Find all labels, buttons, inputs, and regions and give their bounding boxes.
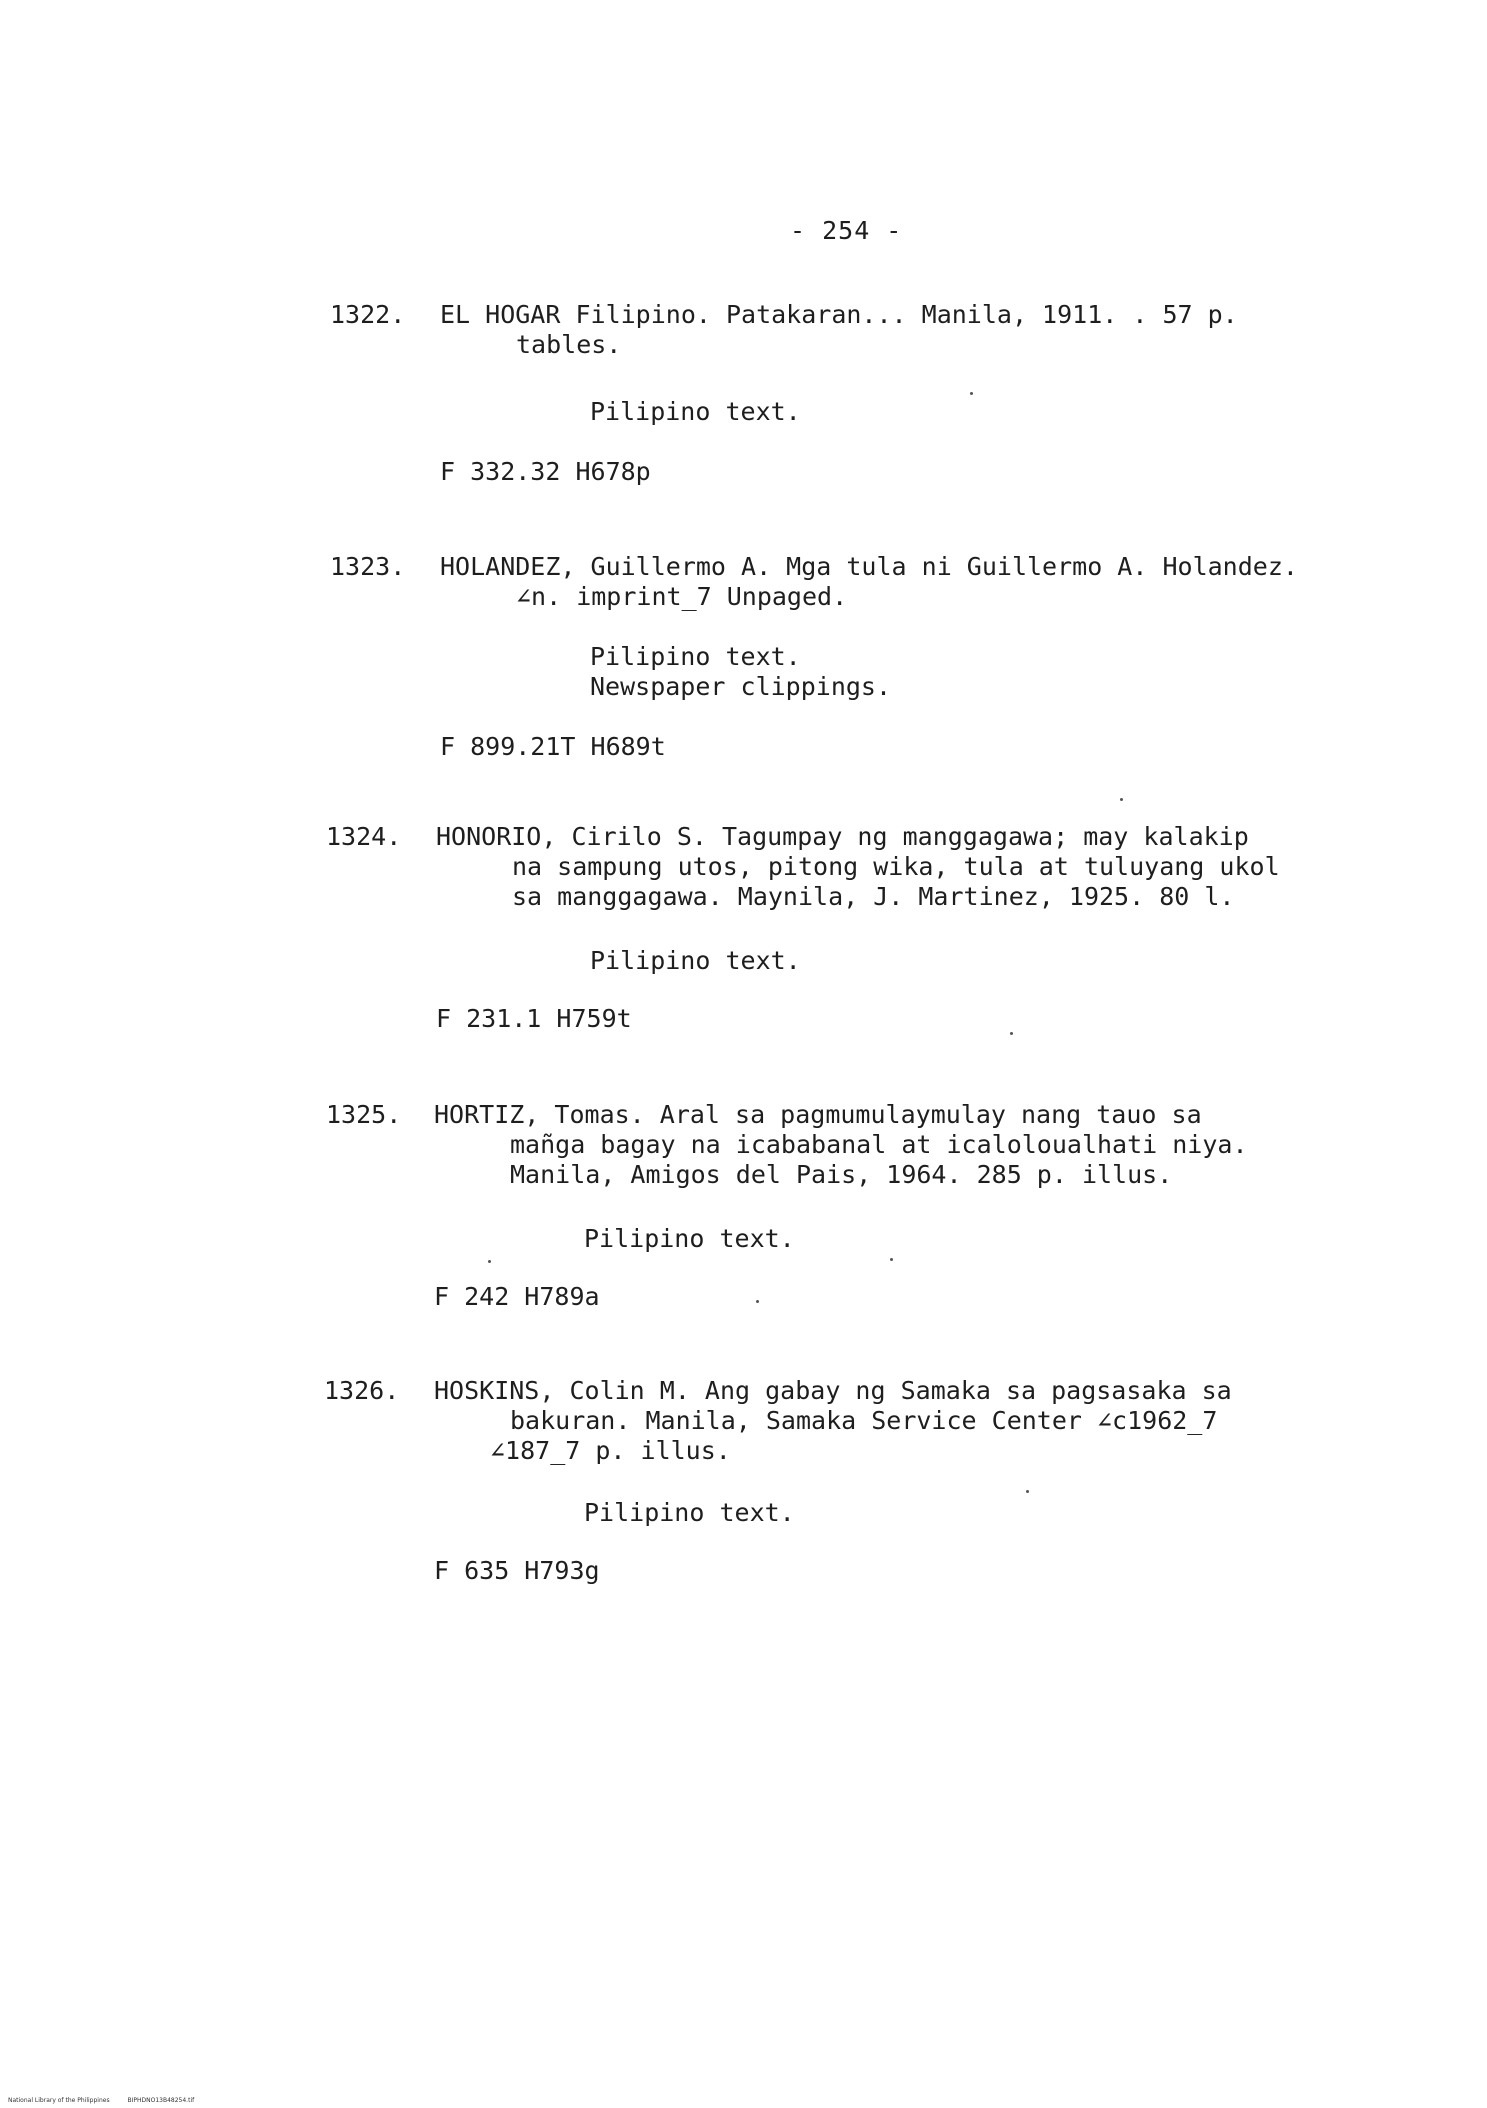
citation-line: sa manggagawa. Maynila, J. Martinez, 1925. 80 l.: [512, 882, 1235, 911]
citation-line: ∠187_7 p. illus.: [490, 1436, 731, 1465]
entry-citation: [434, 1376, 1334, 1466]
scan-speck: [1010, 1032, 1013, 1035]
citation-line: ∠n. imprint_7 Unpaged.: [516, 582, 848, 611]
scan-speck: [756, 1300, 759, 1303]
call-number: F 242 H789a: [434, 1282, 600, 1311]
citation-line: mañga bagay na icababanal at icaloloualhati niya.: [510, 1130, 1248, 1159]
entry-citation: [440, 300, 1340, 360]
citation-line: Manila, Amigos del Pais, 1964. 285 p. illus.: [510, 1160, 1173, 1189]
entry-note: Pilipino text.: [584, 1498, 795, 1527]
entry-number: 1325.: [326, 1100, 402, 1129]
call-number: F 635 H793g: [434, 1556, 600, 1585]
citation-line: HONORIO, Cirilo S. Tagumpay ng manggagawa; may kalakip: [436, 822, 1249, 851]
footer-library: National Library of the Philippines: [8, 2097, 110, 2104]
page-number: - 254 -: [790, 216, 903, 245]
call-number: F 332.32 H678p: [440, 457, 651, 486]
entry-number: 1322.: [330, 300, 406, 329]
entry-number: 1326.: [324, 1376, 400, 1405]
entry-number: 1323.: [330, 552, 406, 581]
citation-line: bakuran. Manila, Samaka Service Center ∠c1962_7: [510, 1406, 1218, 1435]
scan-speck: [890, 1258, 893, 1261]
citation-line: na sampung utos, pitong wika, tula at tuluyang ukol: [512, 852, 1280, 881]
footer-file-id: BIPHDNO13B48254.tif: [127, 2097, 195, 2104]
citation-line: HORTIZ, Tomas. Aral sa pagmumulaymulay nang tauo sa: [434, 1100, 1202, 1129]
scan-speck: [1120, 798, 1123, 801]
entry-note: Pilipino text.: [590, 397, 801, 426]
citation-line: tables.: [516, 330, 622, 359]
entry-note: Newspaper clippings.: [590, 672, 892, 701]
entry-note: Pilipino text.: [584, 1224, 795, 1253]
scan-speck: [488, 1260, 491, 1263]
citation-line: HOSKINS, Colin M. Ang gabay ng Samaka sa pagsasaka sa: [434, 1376, 1232, 1405]
scan-speck: [970, 392, 973, 395]
scan-speck: [1026, 1490, 1029, 1493]
entry-citation: [434, 1100, 1334, 1190]
entry-citation: [436, 822, 1336, 912]
entry-number: 1324.: [326, 822, 402, 851]
call-number: F 899.21T H689t: [440, 732, 666, 761]
entry-note: Pilipino text.: [590, 946, 801, 975]
citation-line: EL HOGAR Filipino. Patakaran... Manila, 1911. . 57 p.: [440, 300, 1238, 329]
entry-citation: [440, 552, 1340, 612]
citation-line: HOLANDEZ, Guillermo A. Mga tula ni Guillermo A. Holandez.: [440, 552, 1298, 581]
scan-footer: [8, 2097, 194, 2104]
entry-note: Pilipino text.: [590, 642, 801, 671]
call-number: F 231.1 H759t: [436, 1004, 632, 1033]
